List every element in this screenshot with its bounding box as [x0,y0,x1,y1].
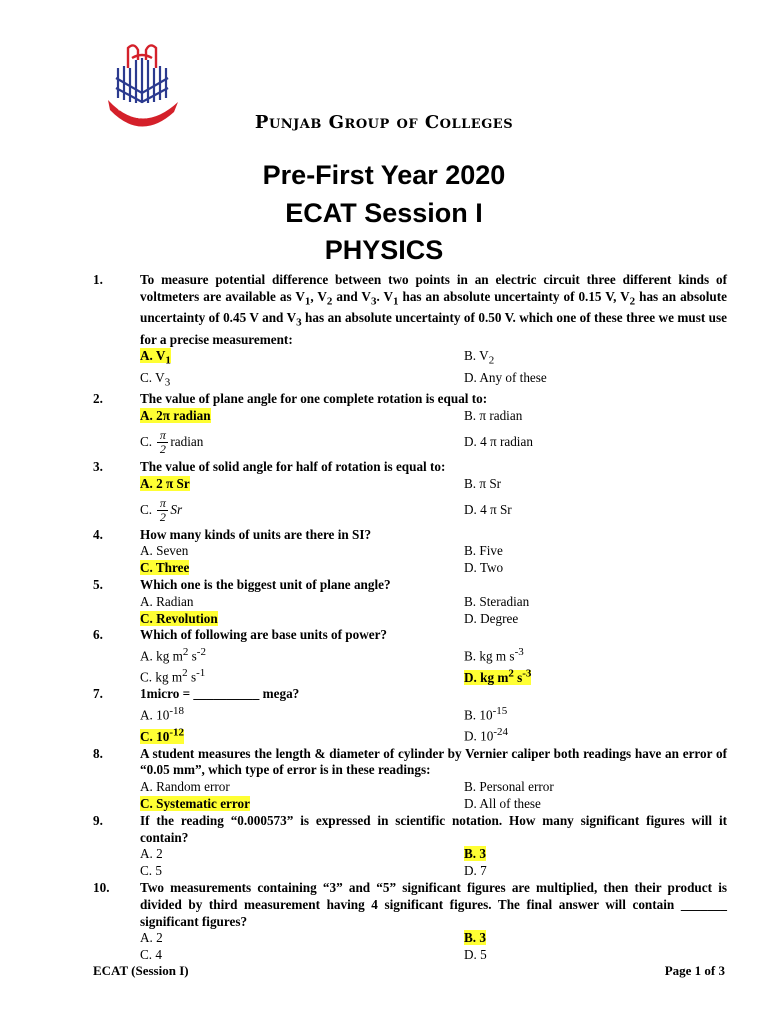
question-number: 4. [93,526,103,542]
answer-option: D. Any of these [464,369,547,385]
question-text: Which one is the biggest unit of plane angle? [140,576,391,592]
answer-option: C. 5 [140,863,162,879]
answer-option: B. kg m $s^{-3}$ [464,646,524,664]
question-number: 2. [93,391,103,407]
answer-option: D. 5 [464,947,487,963]
footer-session: ECAT (Session I) [93,963,189,978]
answer-option-correct: C. Systematic error [140,796,250,812]
answer-option: D. 4 π Sr [464,501,512,517]
question-number: 9. [93,812,103,828]
question-text: Two measurements containing “3” and “5” significant figures are multiplied, then their product is divided by third measurement having 4 significant figures. The final answer will contain _______ significant figures? [140,880,727,929]
answer-option: A. 2 [140,930,163,946]
answer-option: A. Random error [140,779,230,795]
question-text: If the reading “0.000573” is expressed in scientific notation. How many significant figures will it contain? [140,812,727,845]
answer-option-correct: A. 2π radian [140,408,211,424]
question-item [93,813,727,880]
answer-option: D. Two [464,560,504,576]
question-text: To measure potential difference between two points in an electric circuit three different kinds of voltmeters are available as $V_1$, $V_2$ and $V_3$. $V_1$ has an absolute uncertainty of 0.15 V, $V_2$ has an absolute uncertainty of 0.45 V and $V_3$ has an absolute uncertainty of 0.50 V. which one of these three we must use for a precise measurement: [140,272,727,347]
question-item [93,880,727,964]
question-item [93,459,727,527]
answer-option: A. 2 [140,846,163,862]
answer-option: C. $\frac{\pi}{2}$ radian [140,428,204,457]
answer-option: A. Radian [140,593,194,609]
answer-option-correct: C. Revolution [140,610,218,626]
answer-option: A. kg $m^2$ $s^{-2}$ [140,646,206,664]
answer-option: D. All of these [464,796,541,812]
answer-option: D. 4 π radian [464,433,533,449]
logo-text: PUNJAB GROUP OF COLLEG [108,97,180,121]
question-text: 1micro = __________ mega? [140,686,300,702]
question-item [93,391,727,459]
answer-option: B. $V_2$ [464,348,495,368]
question-number: 6. [93,627,103,643]
footer-page-number: Page 1 of 3 [664,963,725,978]
question-number: 10. [93,880,110,896]
answer-option: D. 7 [464,863,487,879]
answer-option-correct: A. $V_1$ [140,348,171,368]
answer-option: B. Personal error [464,779,554,795]
question-item [93,627,727,686]
question-text: The value of solid angle for half of rotation is equal to: [140,458,446,474]
question-number: 5. [93,576,103,592]
question-list [93,272,727,964]
question-text: Which of following are base units of power? [140,627,388,643]
answer-option-correct: C. $10^{-12}$ [140,726,184,744]
college-name: Punjab Group of Colleges [254,112,514,133]
answer-option-correct: A. 2 π Sr [140,475,190,491]
question-item [93,746,727,813]
question-text: A student measures the length & diameter of cylinder by Vernier caliper both readings have an error of “0.05 mm”, which type of error is in these readings: [140,745,727,778]
question-item [93,527,727,577]
question-number: 8. [93,745,103,761]
answer-option: C. 4 [140,947,162,963]
answer-option: B. Steradian [464,593,530,609]
answer-option: D. $10^{-24}$ [464,726,508,744]
answer-option: C. kg $m^2$ $s^{-1}$ [140,667,206,685]
question-number: 3. [93,458,103,474]
question-number: 1. [93,272,103,287]
answer-option: B. Five [464,543,503,559]
answer-option: A. Seven [140,543,189,559]
answer-option: C. $V_3$ [140,369,171,389]
exam-title: Pre-First Year 2020 [262,160,506,190]
question-text: How many kinds of units are there in SI? [140,526,372,542]
subject-title: PHYSICS [324,235,444,265]
answer-option: A. $10^{-18}$ [140,705,184,723]
question-text: The value of plane angle for one complete rotation is equal to: [140,391,488,407]
answer-option-correct: B. 3 [464,846,486,862]
answer-option-correct: B. 3 [464,930,486,946]
session-title: ECAT Session I [285,198,483,228]
answer-option-correct: D. kg $m^2$ $s^{-3}$ [464,667,532,685]
answer-option: C. $\frac{\pi}{2}$ Sr [140,496,183,524]
answer-option: B. π radian [464,408,523,424]
answer-option: D. Degree [464,610,519,626]
question-number: 7. [93,686,103,702]
question-item [93,686,727,745]
answer-option-correct: C. Three [140,560,190,576]
answer-option: B. $10^{-15}$ [464,705,508,723]
answer-option: B. π Sr [464,475,502,491]
question-item [93,577,727,627]
question-item [93,272,727,391]
